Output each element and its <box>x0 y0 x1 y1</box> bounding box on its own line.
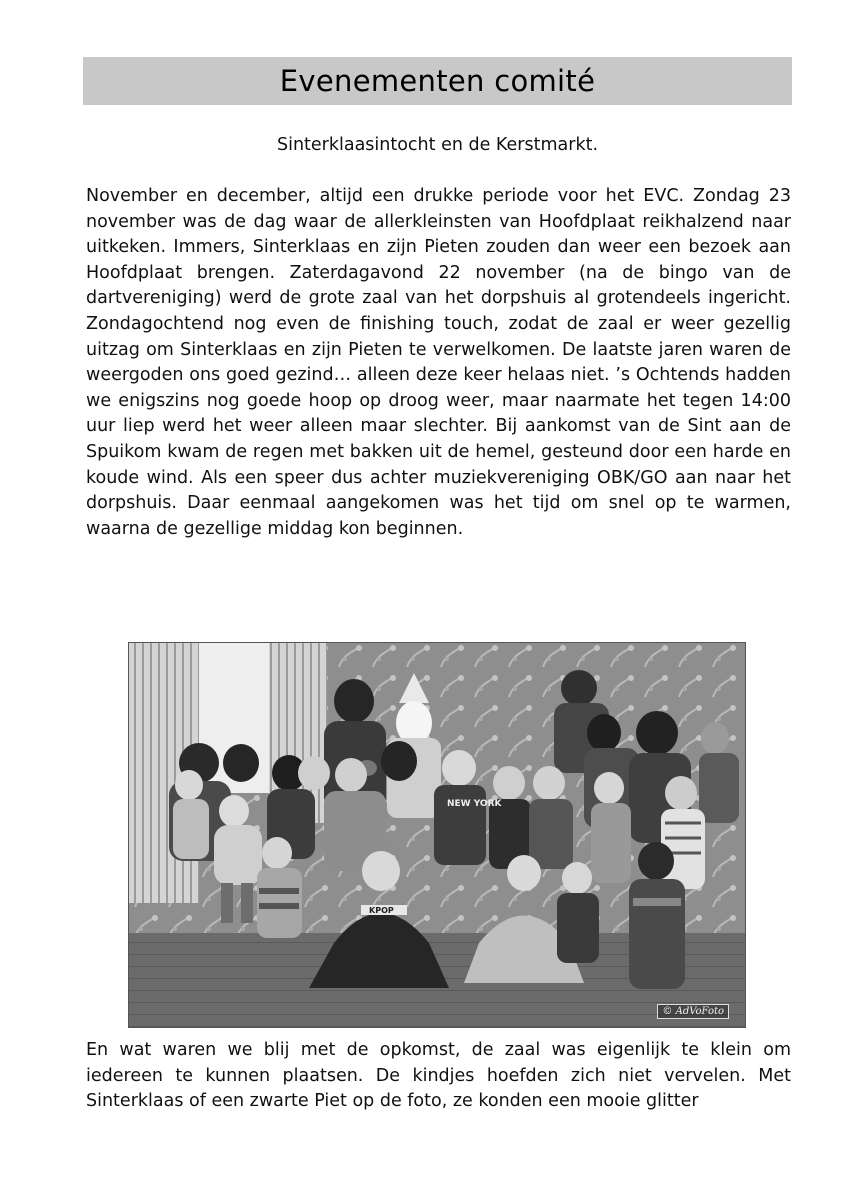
photo-illustration <box>129 643 746 1028</box>
shirt-text-new-york: NEW YORK <box>447 799 502 809</box>
photo-watermark: © AdVoFoto <box>657 1004 729 1019</box>
shirt-text-kpop: KPOP <box>369 906 394 915</box>
article-paragraph-1: November en december, altijd een drukke periode voor het EVC. Zondag 23 november was de dag waar de allerkleinsten van Hoofdplaat reikhalzend naar uitkeken. Immers, Sinterklaas en zijn Pieten zouden dan weer een bezoek aan Hoofdplaat brengen. Zaterdagavond 22 november (na de bingo van de dartvereniging) werd de grote zaal van het dorpshuis al grotendeels ingericht. Zondagochtend nog even de finishing touch, zodat de zaal er weer gezellig uitzag om Sinterklaas en zijn Pieten te verwelkomen. De laatste jaren waren de weergoden ons goed gezind… alleen deze keer helaas niet. ’s Ochtends hadden we enigszins nog goede hoop op droog weer, maar naarmate het tegen 14:00 uur liep werd het weer alleen maar slechter. Bij aankomst van de Sint aan de Spuikom kwam de regen met bakken uit de hemel, gesteund door een harde en koude wind. Als een speer dus achter muziekvereniging OBK/GO aan naar het dorpshuis. Daar eenmaal aangekomen was het tijd om snel op te warmen, waarna de gezellige middag kon beginnen. <box>86 186 791 539</box>
article-subtitle: Sinterklaasintocht en de Kerstmarkt. <box>276 135 599 155</box>
group-photo <box>128 642 746 1028</box>
article-paragraph-2: En wat waren we blij met de opkomst, de zaal was eigenlijk te klein om iedereen te kunnen plaatsen. De kindjes hoefden zich niet vervelen. Met Sinterklaas of een zwarte Piet op de foto, ze konden een mooie glitter <box>86 1040 791 1112</box>
page-title: Evenementen comité <box>279 64 596 98</box>
section-header <box>83 57 792 105</box>
